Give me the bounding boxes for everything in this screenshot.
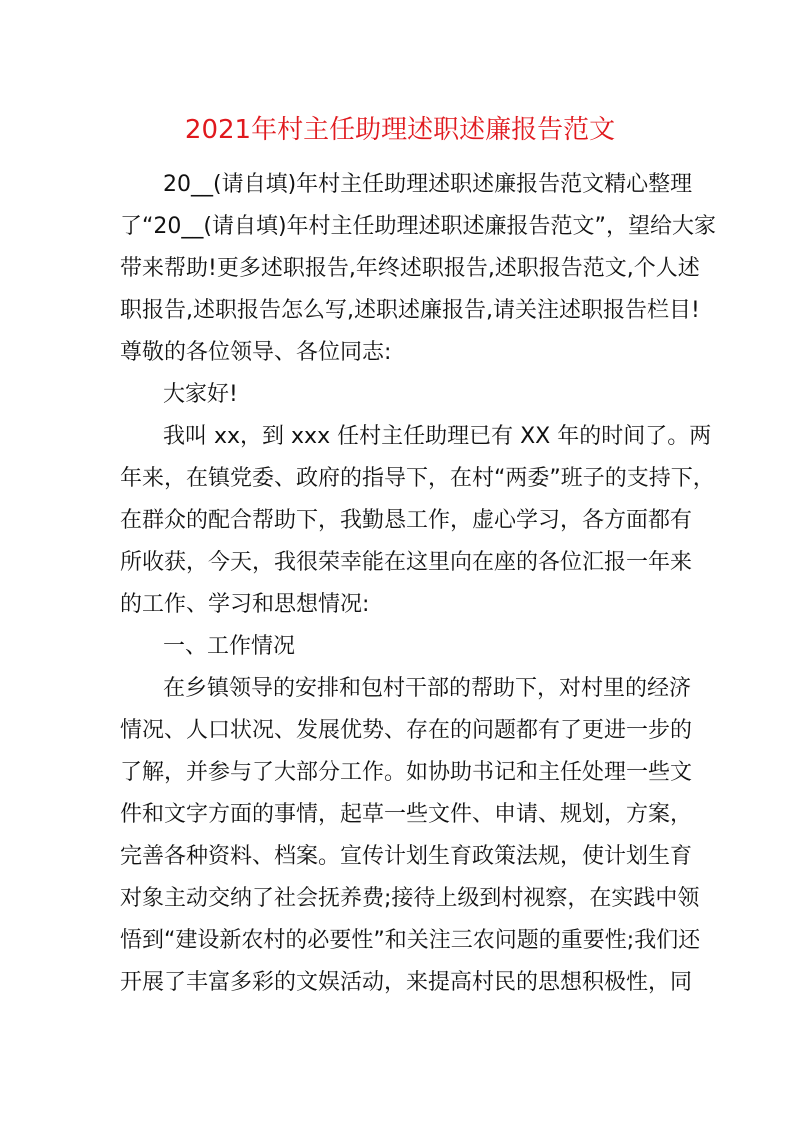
- paragraph-line-16: 件和文字方面的事情，起草一些文件、申请、规划，方案，: [120, 802, 693, 827]
- paragraph-line-1: 20__(请自填)年村主任助理述职述廉报告范文精心整理: [163, 172, 693, 197]
- paragraph-line-20: 开展了丰富多彩的文娱活动，来提高村民的思想积极性，同: [120, 970, 693, 995]
- paragraph-line-9: 在群众的配合帮助下，我勤恳工作，虚心学习，各方面都有: [120, 508, 693, 533]
- section-heading: 一、工作情况: [163, 634, 296, 659]
- paragraph-line-13: 在乡镇领导的安排和包村干部的帮助下，对村里的经济: [163, 676, 692, 701]
- greeting-line: 大家好!: [163, 382, 238, 407]
- paragraph-line-7: 我叫 xx，到 xxx 任村主任助理已有 XX 年的时间了。两: [163, 424, 712, 449]
- paragraph-line-10: 所收获，今天，我很荣幸能在这里向在座的各位汇报一年来: [120, 550, 693, 575]
- paragraph-line-4: 职报告,述职报告怎么写,述职述廉报告,请关注述职报告栏目!: [120, 298, 700, 323]
- paragraph-line-18: 对象主动交纳了社会抚养费;接待上级到村视察，在实践中领: [120, 886, 700, 911]
- paragraph-line-15: 了解，并参与了大部分工作。如协助书记和主任处理一些文: [120, 760, 693, 785]
- paragraph-line-17: 完善各种资料、档案。宣传计划生育政策法规，使计划生育: [120, 844, 693, 869]
- paragraph-line-11: 的工作、学习和思想情况:: [120, 592, 370, 617]
- paragraph-line-19: 悟到“建设新农村的必要性”和关注三农问题的重要性;我们还: [120, 928, 701, 953]
- paragraph-line-2: 了“20__(请自填)年村主任助理述职述廉报告范文”，望给大家: [120, 214, 716, 239]
- paragraph-line-8: 年来，在镇党委、政府的指导下，在村“两委”班子的支持下，: [120, 466, 715, 491]
- salutation-line: 尊敬的各位领导、各位同志:: [120, 340, 392, 365]
- paragraph-line-3: 带来帮助!更多述职报告,年终述职报告,述职报告范文,个人述: [120, 256, 700, 281]
- paragraph-line-14: 情况、人口状况、发展优势、存在的问题都有了更进一步的: [120, 718, 693, 743]
- document-title: 2021年村主任助理述职述廉报告范文: [184, 115, 616, 145]
